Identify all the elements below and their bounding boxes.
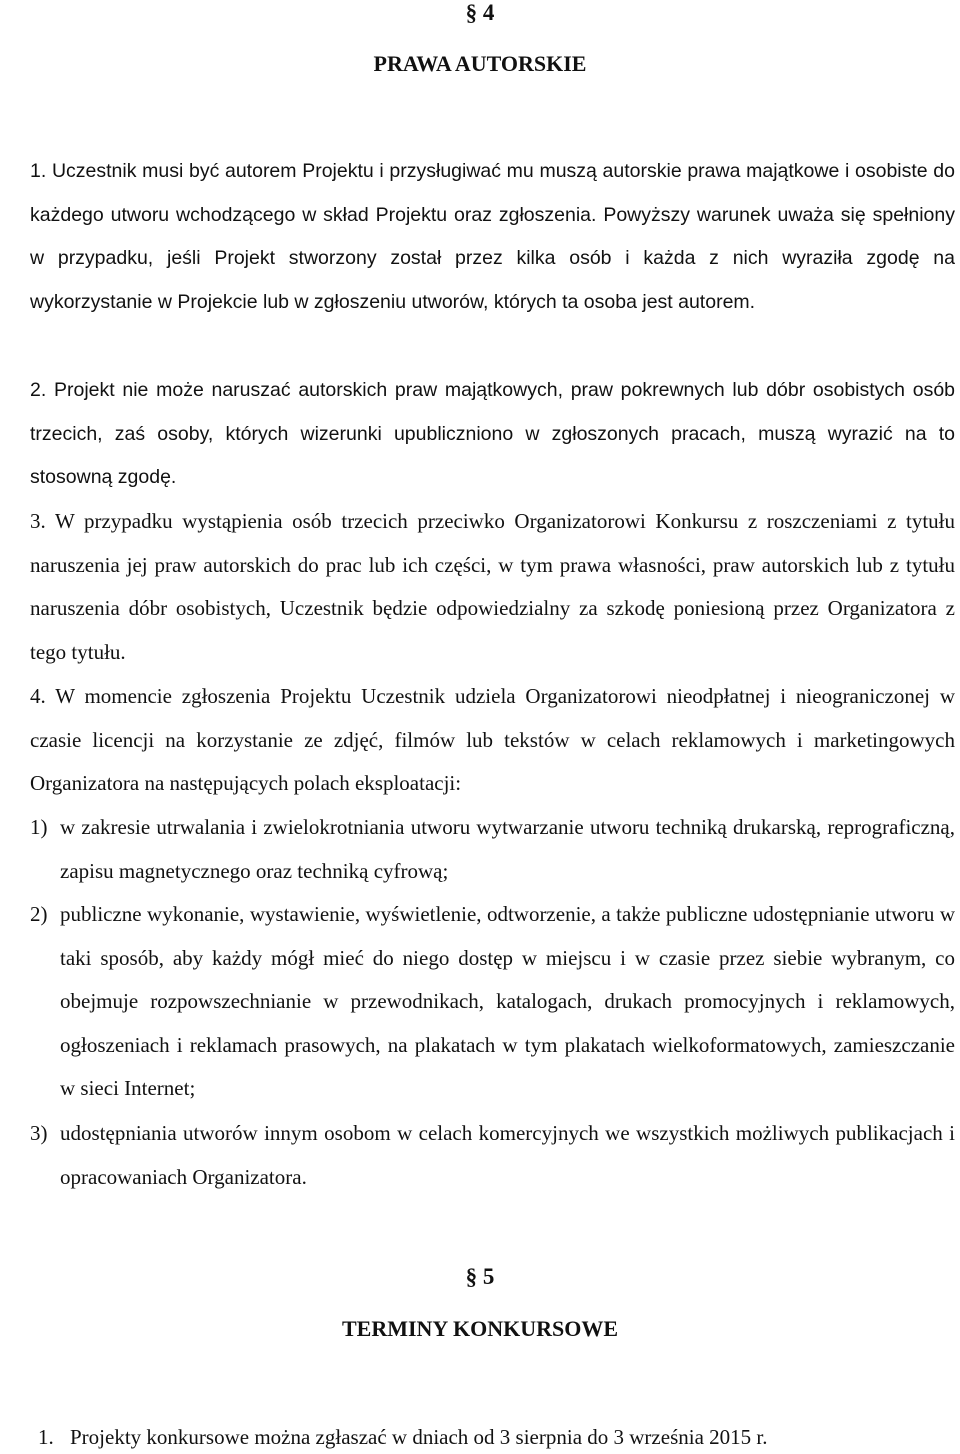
item-text: W momencie zgłoszenia Projektu Uczestnik udziela Organizatorowi nieodpłatnej i nieograniczonej w czasie licencji na korzystanie ze zdjęć, filmów lub tekstów w celach reklamowych i marketingowych Organizatora na następujących polach eksploatacji: [30, 684, 955, 795]
section-4-subitem-2 [30, 893, 955, 1111]
section-4-subitem-1 [30, 806, 955, 893]
subitem-text: w zakresie utrwalania i zwielokrotniania utworu wytwarzanie utworu techniką drukarską, reprograficzną, zapisu magnetycznego oraz techniką cyfrową; [60, 815, 955, 883]
item-text: Uczestnik musi być autorem Projektu i przysługiwać mu muszą autorskie prawa majątkowe i osobiste do każdego utworu wchodzącego w skład Projektu oraz zgłoszenia. Powyższy warunek uważa się spełniony w przypadku, jeśli Projekt stworzony został przez kilka osób i każda z nich wyraziła zgodę na wykorzystanie w Projekcie lub w zgłoszeniu utworów, których ta osoba jest autorem. [30, 160, 955, 313]
item-text: Projekty konkursowe można zgłaszać w dniach od 3 sierpnia do 3 września 2015 r. [70, 1425, 768, 1449]
subitem-number: 1) [30, 815, 48, 839]
subitem-text: publiczne wykonanie, wystawienie, wyświetlenie, odtworzenie, a także publiczne udostępnianie utworu w taki sposób, aby każdy mógł mieć do niego dostęp w miejscu i w czasie przez siebie wybranym, co obejmuje rozpowszechnianie w przewodnikach, katalogach, drukach promocyjnych i reklamowych, ogłoszeniach i reklamach prasowych, na plakatach w tym plakatach wielkoformatowych, zamieszczanie w sieci Internet; [60, 902, 955, 1100]
subitem-text: udostępniania utworów innym osobom w celach komercyjnych we wszystkich możliwych publikacjach i opracowaniach Organizatora. [60, 1121, 955, 1189]
section-4-title: PRAWA AUTORSKIE [373, 51, 587, 76]
item-number: 3. [30, 509, 46, 533]
item-number: 4. [30, 684, 46, 708]
section-4-item-3 [30, 500, 955, 674]
item-number: 1. [30, 160, 47, 182]
section-5-title: TERMINY KONKURSOWE [341, 1316, 619, 1341]
section-4-item-1 [30, 150, 955, 324]
section-4-number: § 4 [465, 0, 495, 25]
item-text: W przypadku wystąpienia osób trzecich przeciwko Organizatorowi Konkursu z roszczeniami z tytułu naruszenia jej praw autorskich do prac lub ich części, w tym prawa własności, praw autorskich lub z tytułu naruszenia dóbr osobistych, Uczestnik będzie odpowiedzialny za szkodę poniesioną przez Organizatora z tego tytułu. [30, 509, 956, 664]
section-5-item-1 [38, 1422, 938, 1452]
subitem-number: 2) [30, 902, 48, 926]
item-number: 2. [30, 379, 47, 401]
item-text: Projekt nie może naruszać autorskich praw majątkowych, praw pokrewnych lub dóbr osobistych osób trzecich, zaś osoby, których wizerunki upubliczniono w zgłoszonych pracach, muszą wyrazić na to stosowną zgodę. [30, 379, 956, 488]
item-number: 1. [38, 1425, 54, 1449]
subitem-number: 3) [30, 1121, 48, 1145]
section-4-subitem-3 [30, 1112, 955, 1199]
section-4-item-2 [30, 369, 955, 500]
section-5-number: § 5 [465, 1264, 495, 1289]
section-4-item-4 [30, 675, 955, 806]
